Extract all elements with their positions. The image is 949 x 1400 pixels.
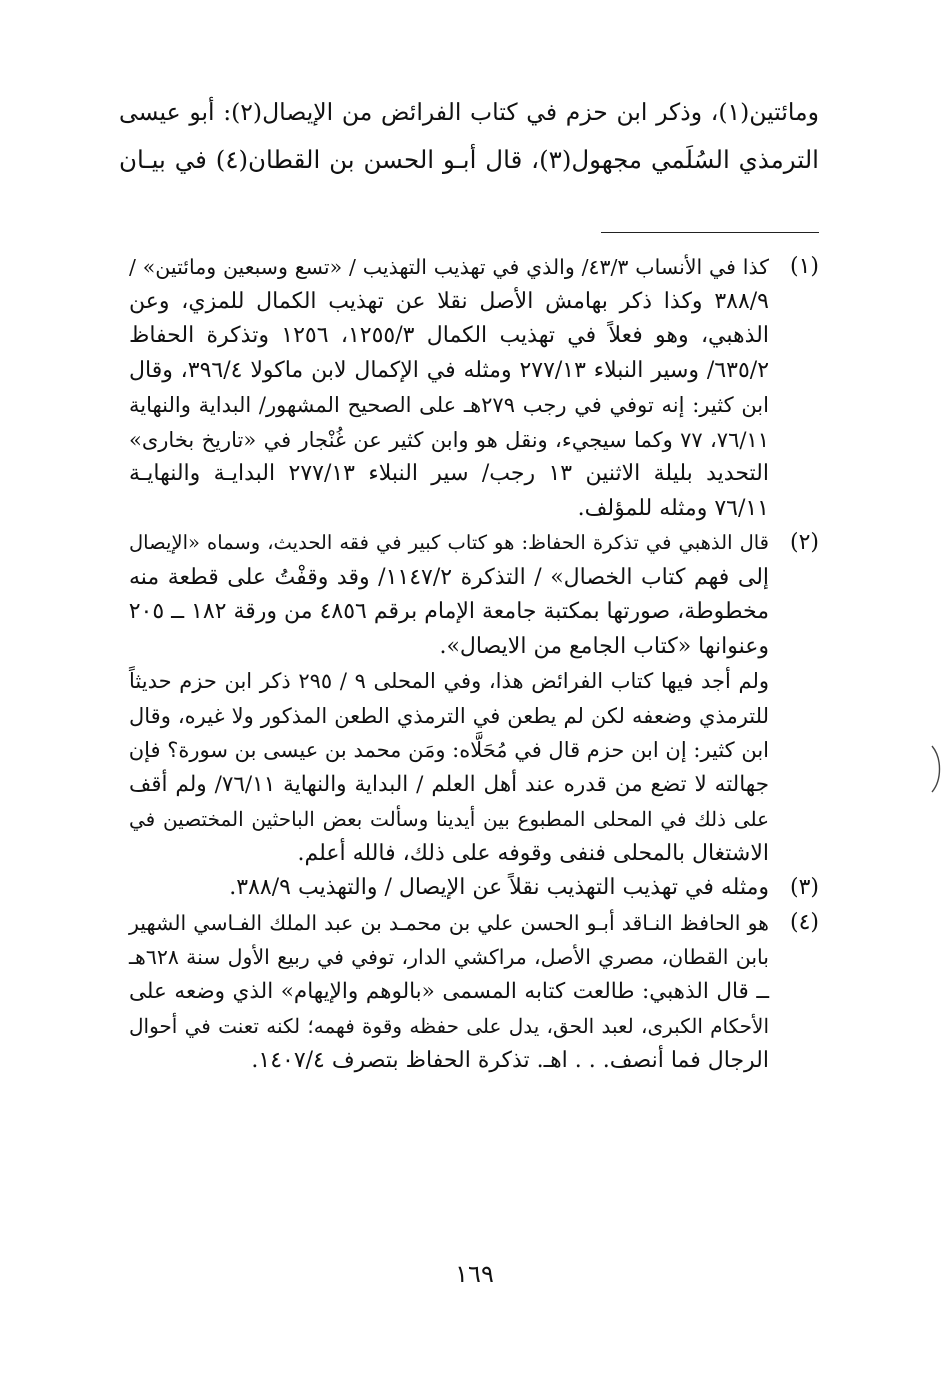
- footnote-number: (٢): [789, 530, 819, 555]
- footnote-line: ٣٨٨/٩ وكذا ذكر بهامش الأصل نقلا عن تهذيب الكمال للمزي، وعن: [129, 288, 769, 314]
- footnote-line: جهالته لا تضع من قدره عند أهل العلم / البداية والنهاية ٧٦/١١/ ولم أقف: [129, 771, 769, 797]
- footnote-line: الأحكام الكبرى، لعبد الحق، يدل على حفظه وقوة فهمه؛ لكنه تعنت في أحوال: [129, 1014, 769, 1038]
- footnote-line: ابن كثير: إنه توفي في رجب ٢٧٩هـ على الصحيح المشهور/ البداية والنهاية: [129, 393, 769, 417]
- footnote-number: (١): [789, 254, 819, 279]
- footnote-line: قال الذهبي في تذكرة الحفاظ: هو كتاب كبير في فقه الحديث، وسماه «الإيصال: [129, 531, 769, 554]
- page-number: ١٦٩: [455, 1260, 494, 1288]
- footnote-separator: [601, 232, 819, 233]
- footnote-line: على ذلك في المحلى المطبوع بين أيدينا وسألت بعض الباحثين المختصين في: [129, 807, 769, 831]
- footnote-line: الرجال فما أنصف. . . اهـ. تذكرة الحفاظ بتصرف ١٤٠٧/٤.: [251, 1047, 769, 1073]
- footnote-line: ومثله في تهذيب التهذيب نقلاً عن الإيصال / والتهذيب ٣٨٨/٩.: [229, 875, 769, 900]
- footnote: [129, 526, 819, 871]
- footnote-line: مخطوطة، صورتها بمكتبة جامعة الإمام برقم ٤٨٥٦ من ورقة ١٨٢ ــ ٢٠٥: [128, 599, 769, 624]
- main-text-line: الترمذي السُلَمي مجهول(٣)، قال أبـو الحسن بن القطان(٤) في بيـان: [119, 145, 819, 174]
- footnote-line: التحديد بليلة الاثنين ١٣ رجب/ سير النبلاء ٢٧٧/١٣ البدايـة والنهايـة: [129, 461, 769, 486]
- footnote-line: بابن القطان، مصري الأصل، مراكشي الدار، توفي في ربيع الأول سنة ٦٢٨هـ: [129, 945, 769, 969]
- main-text: [119, 88, 819, 184]
- footnotes: [129, 250, 819, 1078]
- footnote-line: للترمذي وضعفه لكن لم يطعن في الترمذي الطعن المذكور ولا غيره، وقال: [129, 703, 769, 728]
- main-text-line: ومائتين(١)، وذكر ابن حزم في كتاب الفرائض من الإيصال(٢): أبو عيسى: [119, 98, 819, 126]
- footnote-line: ولم أجد فيها كتاب الفرائض هذا، وفي المحلى ٩ / ٢٩٥ ذكر ابن حزم حديثاً: [129, 669, 769, 693]
- footnote-number: (٣): [789, 875, 819, 900]
- footnote: [129, 906, 819, 1079]
- footnote-line: وعنوانها «كتاب الجامع من الايصال».: [439, 633, 769, 659]
- footnote-line: الذهبي، وهو فعلاً في تهذيب الكمال ١٢٥٥/٣، ١٢٥٦ وتذكرة الحفاظ: [129, 323, 769, 348]
- footnote: [129, 871, 819, 906]
- footnote-line: كذا في الأنساب ٤٣/٣/ والذي في تهذيب التهذيب / «تسع وسبعين ومائتين» /: [129, 255, 769, 279]
- footnote-line: ٧٦/١١ ومثله للمؤلف.: [577, 495, 769, 521]
- footnote-line: ــ قال الذهبي: طالعت كتابه المسمى «بالوهم والإيهام» الذي وضعه على: [129, 978, 769, 1004]
- footnote-line: ابن كثير: إن ابن حزم قال في مُحَلَّاه: ومَن محمد بن عيسى بن سورة؟ فإن: [128, 738, 769, 762]
- footnote-number: (٤): [789, 909, 819, 935]
- footnote-line: ٧٦/١١، ٧٧ وكما سيجيء، ونقل هو وابن كثير عن غُنْجار في «تاريخ بخارى»: [129, 427, 769, 452]
- margin-bracket-mark: [926, 744, 948, 794]
- footnote-line: هو الحافظ النـاقد أبـو الحسن علي بن محمـد بن عبد الملك الفـاسي الشهير: [129, 910, 769, 935]
- footnote-line: الاشتغال بالمحلى فنفى وقوفه على ذلك، فالله أعلم.: [297, 840, 769, 866]
- footnote-line: ٦٣٥/٢/ وسير النبلاء ٢٧٧/١٣ ومثله في الإكمال لابن ماكولا ٣٩٦/٤، وقال: [129, 357, 770, 383]
- footnote-line: إلى فهم كتاب الخصال» / التذكرة ١١٤٧/٢/ وقد وقفْتُ على قطعة منه: [129, 564, 770, 590]
- footnote: [129, 250, 819, 526]
